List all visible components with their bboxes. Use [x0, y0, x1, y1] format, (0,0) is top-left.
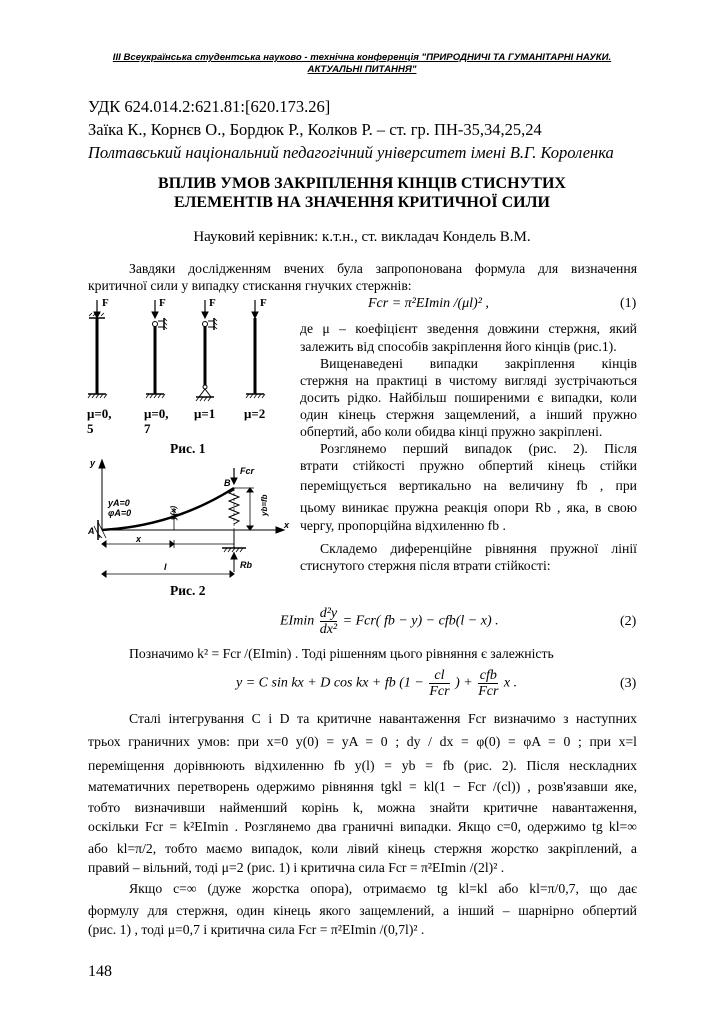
body-line: Сталі інтегрування C і D та критичне навантаження Fcr визначимо з наступних — [129, 711, 637, 726]
body-line: оскільки Fcr = k²EImin . Розглянемо два граничні випадки. Якщо c=0, одержимо tg kl=∞ — [88, 819, 637, 834]
paper-title-line2: ЕЛЕМЕНТІВ НА ЗНАЧЕННЯ КРИТИЧНОЇ СИЛИ — [174, 194, 550, 211]
fig2-rb: Rb — [240, 560, 252, 570]
column-fixed-fixed — [88, 300, 107, 398]
equation-2-number: (2) — [620, 614, 637, 629]
mu-label-2: μ=0, 7 — [144, 406, 169, 436]
fig1-caption: Рис. 1 — [170, 441, 206, 456]
fig2-axis-x: x — [284, 520, 290, 530]
column-fixed-pinned — [146, 300, 167, 398]
column-fixed-free — [246, 300, 265, 398]
body-line: тобто визначивши найменший корінь k, можна знайти критичне навантаження, — [88, 800, 637, 815]
right-column-line: Розглянемо перший випадок (рис. 2). Після — [320, 441, 637, 456]
intro-line2: критичної сили у випадку стискання гнучких стержнів: — [88, 278, 412, 293]
body-line: (рис. 1) , тоді μ=0,7 і критична сила Fcr = π²EImin /(0,7l)² . — [88, 922, 425, 937]
mu-label-3: μ=1 — [194, 406, 216, 421]
fig2-point-b: B — [224, 478, 231, 488]
right-column-line: залежить від способів закріплення його кінців (рис.1). — [300, 339, 617, 354]
right-column-line: де μ – коефіцієнт зведення довжини стержня, який — [300, 321, 637, 336]
equation-3-number: (3) — [620, 676, 637, 691]
right-column-line: стиснутого стержня після втрати стійкості: — [300, 558, 551, 573]
right-column-line: стержня на практиці в чистому вигляді зустрічаються — [300, 373, 637, 388]
conference-header-line2: АКТУАЛЬНІ ПИТАННЯ" — [307, 64, 417, 75]
fig2-axis-y: y — [90, 458, 96, 468]
fig2-point-a: A — [88, 526, 95, 536]
body-line: формулу для стержня, один кінець якого защемлений, а інший – шарнірно обпертий — [88, 903, 637, 918]
right-column-line: один кінець стержня защемлений, а інший пружно — [300, 407, 637, 422]
equation-1: Fcr = π²EImin /(μl)² , — [368, 296, 489, 311]
right-column-line: втрати стійкості пружно обпертий кінець стійки — [300, 458, 637, 473]
equation-2: EImin $\frac{\text{d²y}}{\text{dx²}}$ = Fcr( fb − y) − cfb(l − x) . — [280, 606, 499, 637]
fig2-dim-l: l — [164, 562, 167, 572]
right-column-line: Складемо диференційне рівняння пружної лінії — [320, 541, 637, 556]
body-line: трьох граничних умов: при x=0 y(0) = yA = 0 ; dy / dx = φ(0) = φA = 0 ; при x=l — [88, 734, 637, 749]
equation-3: y = C sin kx + D cos kx + fb (1 − $\frac{cl}{\text{Fcr}}$ ) + $\frac{\text{cfb}}{\text{Fcr}}$ x . — [236, 668, 518, 699]
right-column-line: обпертий, або коли обидва кінці пружно закріплені. — [300, 424, 603, 439]
right-column-line: Вищенаведені випадки закріплення кінців — [320, 356, 637, 371]
force-label-1: F — [102, 297, 109, 309]
denote-line: Позначимо k² = Fcr /(EImin) . Тоді рішенням цього рівняння є залежність — [129, 646, 554, 661]
mu-label-4: μ=2 — [244, 406, 266, 421]
equation-1-number: (1) — [620, 296, 637, 311]
force-label-4: F — [260, 297, 267, 309]
page-number: 148 — [88, 963, 112, 980]
fig2-caption: Рис. 2 — [170, 583, 206, 598]
column-pinned-pinned — [196, 300, 217, 401]
body-line: або kl=π/2, тобто маємо випадок, коли лівий кінець стержня жорстко закріплений, а — [88, 841, 637, 856]
right-column-line: досить рідко. Найбільш поширеними є випадки, коли — [300, 390, 637, 405]
udk-code: УДК 624.014.2:621.81:[620.173.26] — [88, 97, 331, 116]
paper-title-line1: ВПЛИВ УМОВ ЗАКРІПЛЕННЯ КІНЦІВ СТИСНУТИХ — [158, 175, 566, 192]
fig2-yx: y(x) — [169, 505, 178, 520]
affiliation: Полтавський національний педагогічний університет імені В.Г. Короленка — [88, 143, 614, 162]
body-line: Якщо c=∞ (дуже жорстка опора), отримаємо tg kl=kl або kl=π/0,7, що дає — [129, 881, 637, 896]
fig2-phia: φA=0 — [108, 508, 132, 518]
right-column-line: цьому виникає пружна реакція опори Rb , яка, в свою — [300, 500, 637, 515]
fig1-column-diagrams — [84, 294, 294, 414]
mu-label-1: μ=0, 5 — [87, 406, 112, 436]
right-column-line: переміщується вертикально на величину fb , при — [300, 478, 637, 493]
fig2-dim-x: x — [136, 534, 142, 544]
force-label-2: F — [159, 297, 166, 309]
body-line: математичних перетворень одержимо рівняння tgkl = kl(1 − Fcr /(cl)) , розв'язавши яке, — [88, 779, 637, 794]
fig2-ya: yA=0 — [108, 498, 130, 508]
force-label-3: F — [209, 297, 216, 309]
body-line: переміщення дорівнюють відхиленню fb y(l) = yb = fb (рис. 2). Після нескладних — [88, 758, 637, 773]
authors: Заїка К., Корнєв О., Бордюк Р., Колков Р. – ст. гр. ПН-35,34,25,24 — [88, 120, 542, 139]
right-column-line: чергу, пропорційна відхиленню fb . — [300, 518, 506, 533]
fig2-fcr: Fcr — [240, 466, 255, 476]
fig2-yb: yb=fb — [260, 494, 269, 516]
conference-header-line1: III Всеукраїнська студентська науково - технічна конференція "ПРИРОДНИЧІ ТА ГУМАНІТАРНІ НАУКИ. — [112, 52, 612, 63]
supervisor: Науковий керівник: к.т.н., ст. викладач Кондель В.М. — [193, 229, 531, 245]
fig2-elastic-support-diagram — [84, 456, 296, 584]
body-line: правий – вільний, тоді μ=2 (рис. 1) і критична сила Fcr = π²EImin /(2l)² . — [88, 860, 505, 875]
intro-line1: Завдяки дослідженням вчених була запропонована формула для визначення — [129, 261, 637, 276]
